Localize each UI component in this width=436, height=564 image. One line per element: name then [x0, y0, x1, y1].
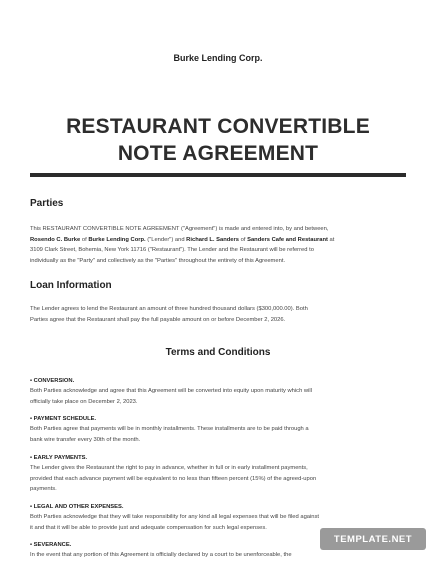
company-name: Burke Lending Corp.: [173, 53, 263, 63]
term-body-conversion: [30, 386, 406, 407]
term-line: Both Parties agree that payments will be in monthly installments. These installments are to be paid through a: [30, 426, 309, 432]
term-line: officially take place on December 2, 2023.: [30, 398, 138, 405]
term-body-payment-schedule: [30, 424, 406, 445]
parties-line-3: 3109 Clark Street, Bohemia, New York 11716 ("Restaurant"). The Lender and the Restaurant will be referred to: [30, 247, 314, 253]
terms-heading: Terms and Conditions: [165, 347, 271, 358]
term-heading-severance: • SEVERANCE.: [30, 542, 72, 548]
text-fragment: of: [80, 236, 89, 243]
parties-line-2: [30, 235, 406, 246]
term-heading-payment-schedule: • PAYMENT SCHEDULE.: [30, 416, 97, 422]
term-heading-conversion: • CONVERSION.: [30, 378, 75, 384]
parties-paragraph: [30, 224, 406, 266]
text-fragment: of: [239, 236, 248, 243]
parties-line-4: individually as the "Party" and collectively as the "Parties" throughout the entirety of this Agreement.: [30, 257, 286, 264]
watermark-dot: .: [388, 533, 392, 545]
term-line: it and that it will be able to provide just and adequate compensation for such legal expenses.: [30, 524, 267, 531]
term-heading-early-payments: • EARLY PAYMENTS.: [30, 455, 88, 461]
loan-line-1: The Lender agrees to lend the Restaurant an amount of three hundred thousand dollars ($300,000.00). Both: [30, 306, 308, 312]
text-fragment: ("Lender") and: [145, 236, 187, 243]
parties-line-1: This RESTAURANT CONVERTIBLE NOTE AGREEMENT ("Agreement") is made and entered into, by and between,: [30, 226, 329, 232]
term-heading-legal-expenses: • LEGAL AND OTHER EXPENSES.: [30, 504, 124, 510]
loan-paragraph: [30, 304, 406, 325]
term-line: Both Parties acknowledge and agree that this Agreement will be converted into equity upon maturity which will: [30, 388, 312, 394]
watermark-text: TEMPLATE: [333, 533, 389, 545]
text-fragment: at: [327, 236, 335, 243]
loan-line-2: Parties agree that the Restaurant shall pay the full payable amount on or before December 2, 2026.: [30, 316, 286, 323]
watermark-text: NET: [391, 533, 413, 545]
term-body-severance: [30, 550, 406, 561]
template-net-watermark: [320, 528, 426, 550]
lender-name: Rosendo C. Burke: [30, 236, 81, 243]
title-divider: [30, 173, 406, 177]
term-line: bank wire transfer every 30th of the month.: [30, 436, 141, 443]
borrower-company: Sanders Cafe and Restaurant: [247, 236, 328, 243]
term-line: payments.: [30, 486, 57, 492]
parties-heading: Parties: [30, 198, 64, 209]
document-title: [20, 113, 416, 167]
borrower-name: Richard L. Sanders: [186, 236, 240, 243]
term-line: In the event that any portion of this Agreement is officially declared by a court to be unenforceable, the: [30, 552, 292, 558]
term-body-early-payments: [30, 463, 406, 495]
title-line-2: NOTE AGREEMENT: [117, 142, 319, 165]
lender-company: Burke Lending Corp.: [88, 236, 146, 243]
loan-heading: Loan Information: [30, 280, 112, 291]
title-line-1: RESTAURANT CONVERTIBLE: [66, 115, 370, 138]
term-line: The Lender gives the Restaurant the right to pay in advance, whether in full or in early installment payments,: [30, 465, 308, 471]
term-line: Both Parties acknowledge that they will take responsibility for any kind all legal expenses that will be filed against: [30, 514, 320, 520]
term-line: provided that each advance payment will be equivalent to no less than fifteen percent (15%) of the agreed-upon: [30, 475, 317, 482]
